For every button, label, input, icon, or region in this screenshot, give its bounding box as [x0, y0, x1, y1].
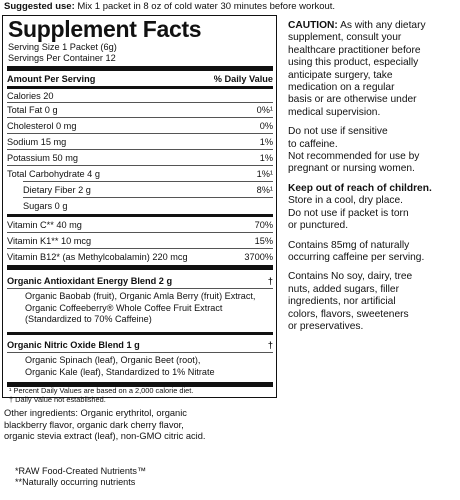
divider-mid [7, 86, 273, 89]
storage-block [288, 183, 458, 233]
servings-per-container: Servings Per Container 12 [8, 53, 116, 63]
supplement-facts-panel [2, 15, 277, 404]
divider [23, 197, 273, 198]
recommendation-line: Not recommended for use by [288, 151, 420, 163]
other-ingredients-line: blackberry flavor, organic dark cherry flavor, [4, 419, 184, 430]
ingredient-line: Organic Coffeeberry® Whole Coffee Fruit Extract [25, 302, 223, 313]
nutrient-dv: 3700% [244, 252, 273, 262]
recommendation-line: pregnant or nursing women. [288, 163, 415, 175]
nutrient-row [23, 184, 273, 196]
footnote-daily-values: ¹ Percent Daily Values are based on a 2,000 calorie diet. [9, 386, 194, 395]
nutrient-dv: 15% [254, 236, 273, 246]
allergen-block [288, 271, 458, 333]
calories-row [7, 90, 273, 102]
ingredient-line: (Standardized to 70% Caffeine) [25, 314, 152, 325]
calories-label: Calories 20 [7, 91, 54, 101]
allergen-line: Contains No soy, dairy, tree [288, 271, 413, 283]
antioxidant-blend-title: Organic Antioxidant Energy Blend 2 g [7, 276, 173, 286]
divider [7, 149, 273, 150]
caution-line: medication on a regular [288, 82, 395, 94]
caution-first-line: As with any dietary [337, 20, 426, 31]
keep-out-of-reach: Keep out of reach of children. [288, 182, 432, 194]
divider-mid [7, 332, 273, 335]
caution-line: using this product, especially [288, 57, 419, 69]
nutrient-dv: 0%¹ [256, 105, 273, 115]
suggested-use [4, 1, 335, 12]
allergen-line: colors, flavors, sweeteners [288, 308, 409, 320]
sensitivity-line: Do not use if sensitive [288, 126, 388, 138]
nutrient-row [7, 251, 273, 263]
facts-title: Supplement Facts [8, 16, 202, 42]
nutrient-name: Sugars 0 g [23, 201, 68, 211]
suggested-use-text: Mix 1 packet in 8 oz of cold water 30 minutes before workout. [74, 1, 336, 12]
other-ingredients-line: organic stevia extract (leaf), non-GMO citric acid. [4, 431, 206, 442]
caution-line: basis or are otherwise under [288, 94, 417, 106]
divider [7, 133, 273, 134]
other-ingredients [4, 408, 286, 443]
ingredient-line: Organic Baobab (fruit), Organic Amla Berry (fruit) Extract, [25, 291, 256, 301]
caution-block [288, 20, 458, 119]
antioxidant-blend-ingredients [25, 291, 272, 326]
nutrient-name: Total Carbohydrate 4 g [7, 169, 100, 179]
allergen-line: ingredients, nor artificial [288, 296, 396, 308]
caffeine-content-block [288, 240, 458, 265]
caution-line: supplement, consult your [288, 32, 402, 44]
suggested-use-label: Suggested use: [4, 1, 75, 12]
serving-size: Serving Size 1 Packet (6g) [8, 42, 117, 52]
caffeine-line: Contains 85mg of naturally [288, 239, 410, 251]
blend-dv: † [267, 340, 273, 350]
caution-line: medical supervision. [288, 106, 381, 118]
allergen-line: nuts, added sugars, filler [288, 283, 399, 295]
divider [7, 232, 273, 233]
nutrient-row [7, 168, 273, 180]
caution-label: CAUTION: [288, 20, 338, 31]
caution-line: healthcare practitioner before [288, 44, 421, 56]
divider [7, 117, 273, 118]
nutrient-row [7, 136, 273, 148]
nutrient-row [7, 152, 273, 164]
nutrient-dv: 70% [254, 220, 273, 230]
nitric-oxide-blend-title: Organic Nitric Oxide Blend 1 g [7, 340, 140, 350]
storage-line: Store in a cool, dry place. [288, 195, 403, 207]
nutrient-row [23, 200, 273, 212]
nutrient-name: Vitamin B12* (as Methylcobalamin) 220 mcg [7, 252, 188, 262]
sensitivity-line: to caffeine. [288, 138, 338, 150]
divider [7, 165, 273, 166]
other-ingredients-line: Other ingredients: Organic erythritol, organic [4, 408, 187, 418]
nutrient-dv: 1%¹ [256, 169, 273, 179]
raw-food-note: *RAW Food-Created Nutrients™ [15, 466, 147, 476]
divider [7, 288, 273, 289]
warnings-column [288, 20, 458, 340]
nutrient-name: Sodium 15 mg [7, 137, 67, 147]
nitric-oxide-blend-ingredients [25, 355, 272, 378]
divider-mid [7, 214, 273, 217]
footnote-not-established: † Daily Value not established. [9, 395, 106, 404]
divider [23, 181, 273, 182]
nutrient-row [7, 104, 273, 116]
nutrient-row [7, 219, 273, 231]
raw-notes [15, 466, 146, 488]
caution-line: anticipate surgery, take [288, 69, 393, 81]
naturally-occurring-note: **Naturally occurring nutrients [15, 477, 136, 487]
ingredient-line: Organic Kale (leaf), Standardized to 1% Nitrate [25, 366, 215, 377]
nutrient-row [7, 235, 273, 247]
amount-header-row [7, 73, 273, 85]
storage-line: or punctured. [288, 220, 349, 232]
allergen-line: or preservatives. [288, 320, 364, 332]
nutrient-dv: 8%¹ [256, 185, 273, 195]
caffeine-sensitivity-block [288, 126, 458, 176]
nutrient-name: Dietary Fiber 2 g [23, 185, 91, 195]
nutrient-name: Potassium 50 mg [7, 153, 78, 163]
divider-thick [7, 66, 273, 71]
blend-dv: † [267, 276, 273, 286]
nutrient-dv: 1% [259, 137, 273, 147]
blend-title-row [7, 339, 273, 351]
divider-thick [7, 265, 273, 270]
divider [7, 248, 273, 249]
nutrient-row [7, 120, 273, 132]
nutrient-name: Total Fat 0 g [7, 105, 58, 115]
blend-title-row [7, 275, 273, 287]
nutrient-name: Vitamin C** 40 mg [7, 220, 82, 230]
ingredient-line: Organic Spinach (leaf), Organic Beet (root), [25, 355, 201, 365]
amount-per-serving-label: Amount Per Serving [7, 74, 96, 84]
caffeine-line: occurring caffeine per serving. [288, 251, 425, 263]
daily-value-header: % Daily Value [213, 74, 273, 84]
nutrient-name: Vitamin K1** 10 mcg [7, 236, 92, 246]
storage-line: Do not use if packet is torn [288, 207, 409, 219]
nutrient-dv: 0% [259, 121, 273, 131]
divider [7, 352, 273, 353]
divider [7, 102, 273, 103]
nutrient-dv: 1% [259, 153, 273, 163]
nutrient-name: Cholesterol 0 mg [7, 121, 77, 131]
